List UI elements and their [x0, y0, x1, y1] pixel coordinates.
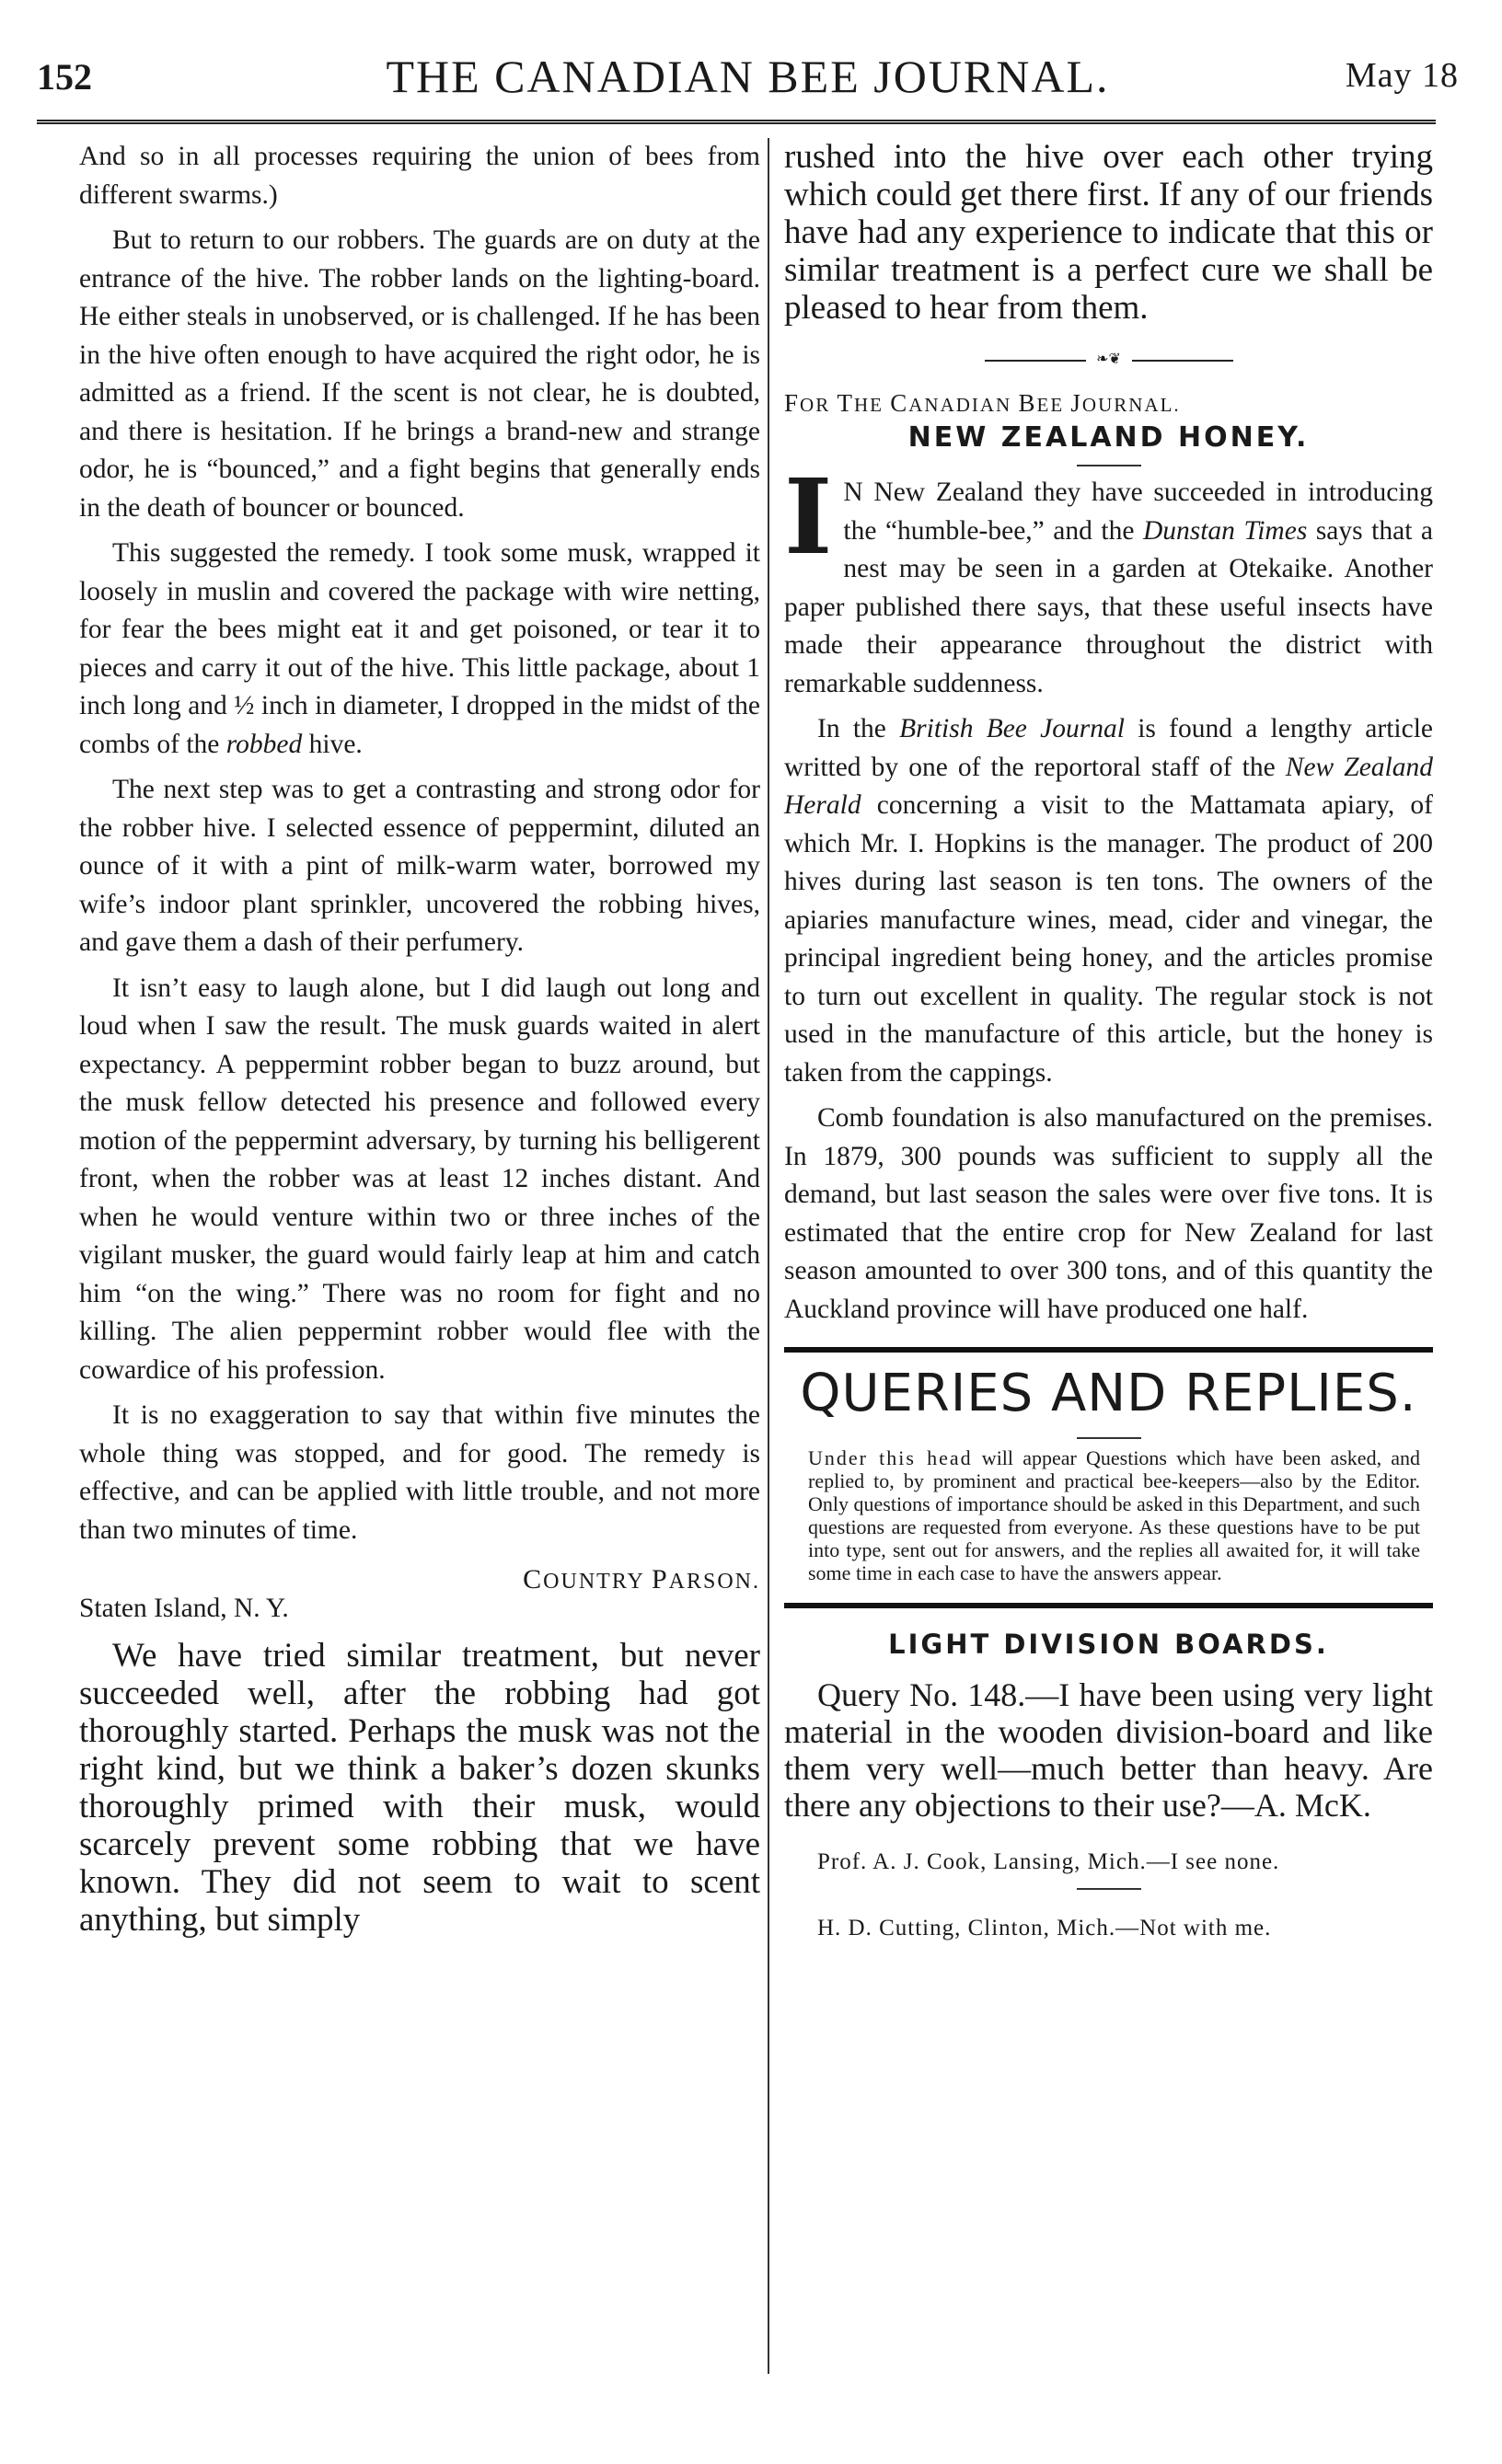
- section-title-new-zealand-honey: NEW ZEALAND HONEY.: [907, 421, 1310, 454]
- column-divider: [768, 138, 769, 2374]
- page-header: [37, 48, 1459, 112]
- remedy-text-b: hive.: [302, 729, 363, 759]
- paragraph-robbers: But to return to our robbers. The guards are on duty at the entrance of the hive. The robber lands on the lighting-board. He either steals in unobserved, or is challenged. If he has been in the hive often enough to have acquired the right odor, he is admitted as a friend. If the scent is not clear, he is doubted, and there is hesitation. If he brings a brand-new and strange odor, he is “bounced,” and a fight begins that generally ends in the death of bouncer or bounced.: [79, 225, 760, 523]
- page-number: 152: [37, 56, 92, 98]
- paragraph-remedy: [79, 535, 760, 764]
- reply-rule: [1077, 1888, 1141, 1890]
- journal-title: THE CANADIAN BEE JOURNAL.: [386, 51, 1110, 102]
- editor-note-continued: rushed into the hive over each other trying which could get there first. If any of our friends have had any experience to indicate that this or similar treatment is a perfect cure we shall be pleased to hear from them.: [784, 138, 1433, 327]
- paragraph-union-of-bees: And so in all processes requiring the union of bees from different swarms.): [79, 142, 760, 210]
- article-byline: FOR THE CANADIAN BEE JOURNAL.: [784, 389, 1181, 417]
- left-column: [79, 138, 760, 1939]
- paragraph-next-step: The next step was to get a contrasting and strong odor for the robber hive. I selected essence of peppermint, diluted an ounce of it with a pint of milk-warm water, borrowed my wife’s indoor plant sprinkler, uncovered the robbing hives, and gave them a dash of their perfumery.: [79, 775, 760, 957]
- paragraph-no-exaggeration: It is no exaggeration to say that within five minutes the whole thing was stopped, and for good. The remedy is effective, and can be applied with little trouble, and not more than two minutes of time.: [79, 1400, 760, 1545]
- queries-and-replies-title: QUERIES AND REPLIES.: [800, 1364, 1417, 1423]
- paragraph-nz-comb-foundation: Comb foundation is also manufactured on the premises. In 1879, 300 pounds was sufficient to supply all the demand, but last season the sales were over five tons. It is estimated that the entire crop for New Zealand for last season amounted to over 300 tons, and of this quantity the Auckland province will have produced one half.: [784, 1103, 1433, 1324]
- header-rule: [37, 120, 1436, 124]
- ornament-glyph: ❧❦: [1086, 352, 1132, 367]
- paragraph-nz-intro: I N New Zealand they have succeeded in introducing the “humble-bee,” and the Dunstan Times says that a nest may be seen in a garden at Otekaike. Another paper published there says, that these useful insects have made their appearance throughout the district with remarkable suddenness.: [784, 457, 1433, 698]
- issue-date: May 18: [1345, 56, 1459, 95]
- query-148: Query No. 148.—I have been using very light material in the wooden division-board and like them very well—much better than heavy. Are there any objections to their use?—A. McK.: [784, 1676, 1433, 1824]
- title-rule: [1077, 465, 1141, 466]
- author-signature: COUNTRY PARSON.: [523, 1564, 760, 1595]
- remedy-italic: robbed: [225, 729, 303, 759]
- section-rule-top: [784, 1347, 1433, 1353]
- reply-cook: Prof. A. J. Cook, Lansing, Mich.—I see none.: [817, 1849, 1280, 1874]
- paragraph-nz-apiary: In the British Bee Journal is found a lengthy article writted by one of the reportoral staff of the New Zealand Herald concerning a visit to the Mattamata apiary, of which Mr. I. Hopkins is the manager. The product of 200 hives during last season is ten tons. The owners of the apiaries manufacture wines, mead, cider and vinegar, the principal ingredient being honey, and the articles promise to turn out excellent in quality. The regular stock is not used in the manufacture of this article, but the honey is taken from the cappings.: [784, 714, 1433, 1088]
- author-place: Staten Island, N. Y.: [79, 1594, 289, 1623]
- reply-cutting-name: H. D. Cutting, Clinton, Mich.: [817, 1916, 1116, 1940]
- paragraph-laugh: It isn’t easy to laugh alone, but I did laugh out long and loud when I saw the result. The musk guards waited in alert expectancy. A peppermint robber began to buzz around, but the musk fellow detected his presence and followed every motion of the peppermint adversary, by turning his belligerent front, when the robber was at least 12 inches distant. And when he would venture within two or three inches of the vigilant musker, the guard would fairly leap at him and catch him “on the wing.” There was no room for fight and no killing. The alien peppermint robber would flee with the cowardice of his profession.: [79, 973, 760, 1385]
- editor-note: We have tried similar treatment, but never succeeded well, after the robbing had got thoroughly started. Perhaps the musk was not the right kind, but we think a baker’s dozen skunks thoroughly primed with their musk, would scarcely prevent some robbing that we have known. They did not seem to wait to scent anything, but simply: [79, 1637, 760, 1939]
- subhead-light-division-boards: LIGHT DIVISION BOARDS.: [888, 1629, 1329, 1660]
- drop-cap-letter: I: [784, 457, 833, 578]
- remedy-text-a: This suggested the remedy. I took some musk, wrapped it loosely in muslin and covered the package with wire netting, for fear the bees might eat it and get poisoned, or tear it to pieces and carry it out of the hive. This little package, about 1 inch long and ½ inch in diameter, I dropped in the midst of the combs of the: [79, 538, 760, 759]
- queries-note: Under this head will appear Questions which have been asked, and replied to, by prominent and practical bee-keepers—also by the Editor. Only questions of importance should be asked in this Department, and such questions are requested from everyone. As these questions have to be put into type, sent out for answers, and the replies all awaited for, it will take some time in each case to have the answers appear.: [808, 1446, 1421, 1584]
- queries-rule: [1077, 1437, 1141, 1439]
- reply-cutting: H. D. Cutting, Clinton, Mich.—Not with me.: [817, 1916, 1272, 1940]
- ornament-divider: [985, 351, 1233, 367]
- section-rule-bottom: [784, 1603, 1433, 1608]
- right-column: [784, 138, 1433, 1943]
- reply-cook-name: Prof. A. J. Cook, Lansing, Mich.: [817, 1849, 1147, 1874]
